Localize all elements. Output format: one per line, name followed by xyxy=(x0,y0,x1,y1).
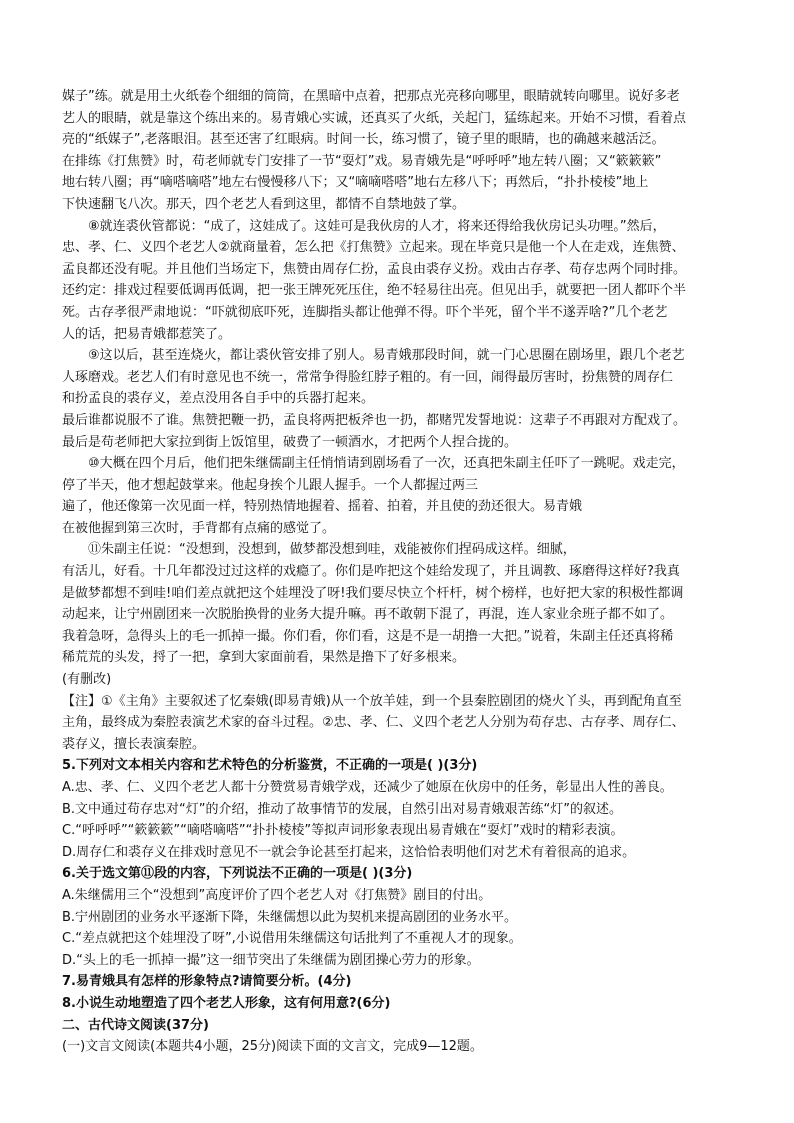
text-line: 亮的“纸媒子”,老落眼泪。甚至还害了红眼病。时间一长，练习惯了，镜子里的眼睛，也的确越来越活泛。 xyxy=(62,132,665,148)
text-line: 6.关于选文第⑪段的内容，下列说法不正确的一项是( )(3分) xyxy=(62,866,413,882)
text-line: A.朱继儒用三个“没想到”高度评价了四个老艺人对《打焦赞》剧目的付出。 xyxy=(62,887,492,903)
text-line: ⑧就连裘伙管都说：“成了，这娃成了。这娃可是我伙房的人才，将来还得给我伙房记头功哩。”然后， xyxy=(88,218,666,234)
text-line: 我着急呀，急得头上的毛一抓掉一撮。你们看，你们看，这是不是一胡撸一大把。”说着，朱副主任还真将稀 xyxy=(62,628,674,644)
text-line: 有活儿，好看。十几年都没过过这样的戏瘾了。你们是咋把这个娃给发现了，并且调教、琢磨得这样好?我真 xyxy=(62,564,680,580)
text-line: 媒子”练。就是用土火纸卷个细细的筒筒，在黑暗中点着，把那点光亮移向哪里，眼睛就转向哪里。说好多老 xyxy=(62,89,680,104)
text-line: (一)文言文阅读(本题共4小题，25分)阅读下面的文言文，完成9—12题。 xyxy=(62,1039,483,1055)
text-line: 遍了，他还像第一次见面一样，特别热情地握着、摇着、拍着，并且使的劲还很大。易青娥 xyxy=(62,499,583,515)
text-line: 孟良都还没有呢。并且他们当场定下，焦赞由周存仁扮，孟良由裘存义扮。戏由古存孝、苟存忠两个同时排。 xyxy=(62,261,687,277)
text-line: D.周存仁和裘存义在排戏时意见不一就会争论甚至打起来，这恰恰表明他们对艺术有着很高的追求。 xyxy=(62,844,636,860)
text-line: 人琢磨戏。老艺人们有时意见也不统一，常常争得脸红脖子粗的。有一回，闹得最厉害时，扮焦赞的周存仁 xyxy=(62,369,674,385)
text-line: 主角，最终成为秦腔表演艺术家的奋斗过程。②忠、孝、仁、义四个老艺人分别为苟存忠、古存孝、周存仁、 xyxy=(62,715,685,731)
text-line: 【注】①《主角》主要叙述了忆秦娥(即易青娥)从一个放羊娃，到一个县秦腔剧团的烧火丫头，再到配角直至 xyxy=(62,693,682,709)
text-line: 8.小说生动地塑造了四个老艺人形象，这有何用意?(6分) xyxy=(62,995,391,1011)
text-line: ⑩大概在四个月后，他们把朱继儒副主任悄悄请到剧场看了一次，还真把朱副主任吓了一跳呢。戏走完， xyxy=(88,456,685,472)
text-line: 二、古代诗文阅读(37分) xyxy=(62,1017,209,1033)
text-line: 忠、孝、仁、义四个老艺人②就商量着，怎么把《打焦赞》立起来。现在毕竟只是他一个人在走戏，连焦赞、 xyxy=(62,240,685,256)
text-line: 还约定：排戏过程要低调再低调，把一张王牌死死压住，绝不轻易往出亮。但见出手，就要把一团人都吓个半 xyxy=(62,283,687,299)
text-line: 和扮孟良的裘存义，差点没用各自手中的兵器打起来。 xyxy=(62,391,375,407)
text-line: B.宁州剧团的业务水平逐渐下降，朱继儒想以此为契机来提高剧团的业务水平。 xyxy=(62,909,518,925)
text-line: 人的话，把易青娥都惹笑了。 xyxy=(62,326,232,342)
text-line: 死。古存孝很严肃地说：“吓就彻底吓死，连脚指头都让他弹不得。吓个半死，留个半不遂弄啥?”几个老艺 xyxy=(62,304,668,320)
text-line: 在排练《打焦赞》时，苟老师就专门安排了一节“耍灯”戏。易青娥先是“呼呼呼”地左转八圈；又“簌簌簌” xyxy=(62,153,662,169)
text-line: 下快速翻飞八次。那天，四个老艺人看到这里，都情不自禁地鼓了掌。 xyxy=(62,196,466,212)
text-line: 动起来，让宁州剧团来一次脱胎换骨的业务大提升嘛。再不敢朝下混了，再混，连人家业余班子都不如了。 xyxy=(62,607,674,623)
text-line: 地右转八圈；再“嘀嗒嘀嗒”地左右慢慢移八下；又“嘀嘀嗒嗒”地右左移八下；再然后，“扑扑棱棱”地上 xyxy=(62,175,649,191)
text-line: 稀荒荒的头发，捋了一把，拿到大家面前看，果然是撸下了好多根来。 xyxy=(62,650,466,666)
text-line: 最后是苟老师把大家拉到街上饭馆里，破费了一顿酒水，才把两个人捏合拢的。 xyxy=(62,434,518,450)
text-line: B.文中通过苟存忠对“灯”的介绍，推动了故事情节的发展，自然引出对易青娥艰苦练“灯”的叙述。 xyxy=(62,801,622,817)
text-line: ⑨这以后，甚至连烧火，都让裘伙管安排了别人。易青娥那段时间，就一门心思圈在剧场里，跟几个老艺 xyxy=(88,348,685,364)
text-line: D.“头上的毛一抓掉一撮”这一细节突出了朱继儒为剧团操心劳力的形象。 xyxy=(62,952,480,968)
text-line: 7.易青娥具有怎样的形象特点?请简要分析。(4分) xyxy=(62,974,352,990)
text-line: 停了半天，他才想起鼓掌来。他起身挨个儿跟人握手。一个人都握过两三 xyxy=(62,477,479,493)
text-line: 艺人的眼睛，就是靠这个练出来的。易青娥心实诚，还真买了火纸，关起门，猛练起来。开始不习惯，看着点 xyxy=(62,110,687,126)
text-line: A.忠、孝、仁、义四个老艺人都十分赞赏易青娥学戏，还减少了她原在伙房中的任务，彰显出人性的善良。 xyxy=(62,780,673,795)
text-line: 最后谁都说服不了谁。焦赞把鞭一扔，孟良将两把板斧也一扔，都赌咒发誓地说：这辈子不再跟对方配戏了。 xyxy=(62,412,687,428)
text-line: (有删改) xyxy=(62,672,112,688)
text-line: C.“呼呼呼”“簌簌簌”“嘀嗒嘀嗒”“扑扑棱棱”等拟声词形象表现出易青娥在“耍灯”戏时的精彩表演。 xyxy=(62,823,624,839)
text-line: 是做梦都想不到哇!咱们差点就把这个娃埋没了呀!我们要尽快立个杆杆，树个榜样，也好把大家的积极性都调 xyxy=(62,585,684,601)
text-line: C.“差点就把这个娃埋没了呀”,小说借用朱继儒这句话批判了不重视人才的现象。 xyxy=(62,931,522,947)
text-line: 在被他握到第三次时，手背都有点痛的感觉了。 xyxy=(62,520,336,536)
text-line: 5.下列对文本相关内容和艺术特色的分析鉴赏，不正确的一项是( )(3分) xyxy=(62,758,478,774)
text-line: ⑪朱副主任说：“没想到，没想到，做梦都没想到哇，戏能被你们捏码成这样。细腻， xyxy=(88,542,576,558)
document-body xyxy=(62,86,734,1058)
text-line: 裘存义，擅长表演秦腔。 xyxy=(62,736,206,752)
